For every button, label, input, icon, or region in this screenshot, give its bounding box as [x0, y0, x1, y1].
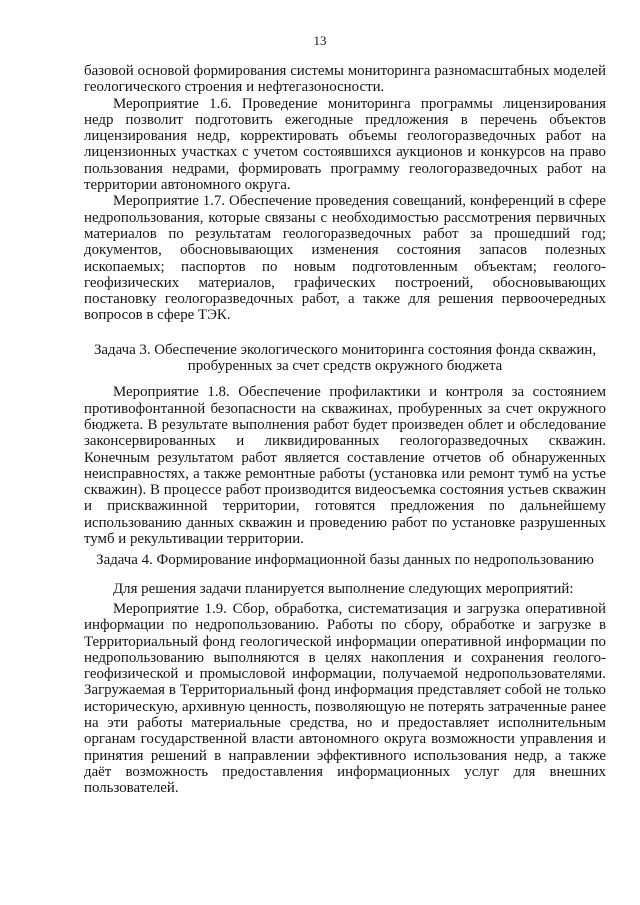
task-4-heading: Задача 4. Формирование информационной базы данных по недропользованию: [96, 552, 594, 569]
paragraph-measure-1-7: Мероприятие 1.7. Обеспечение проведения совещаний, конференций в сфере недропользования, которые связаны с необходимостью рассмотрения первичных материалов по результатам геологоразведочных работ за прошедший год; документов, обосновывающих изменения состояния запасов полезных ископаемых; паспортов по новым подготовленным объектам; геолого-геофизических материалов, графических построений, обосновывающих постановку геологоразведочных работ, а также для решения первоочередных вопросов в сфере ТЭК.: [84, 193, 606, 324]
page-number: 13: [313, 33, 327, 48]
paragraph-measure-1-9: Мероприятие 1.9. Сбор, обработка, систематизация и загрузка оперативной информации по недропользованию. Работы по сбору, обработке и загрузке в Территориальный фонд геологической информации оперативной информации по недропользованию выполняются в целях накопления и сохранения геолого-геофизической и промысловой информации, получаемой недропользователями. Загружаемая в Территориальный фонд информация представляет собой не только историческую, архивную ценность, позволяющую не потерять затраченные ранее на эти работы материальные средства, но и предоставляет исполнительным органам государственной власти автономного округа возможности управления и принятия решений в направлении эффективного использования недр, а также даёт возможность предоставления информационных услуг для внешних пользователей.: [84, 600, 606, 797]
document-body: [84, 63, 606, 796]
paragraph-task-4-intro: Для решения задачи планируется выполнение следующих мероприятий:: [113, 580, 574, 597]
paragraph-measure-1-8: Мероприятие 1.8. Обеспечение профилактики и контроля за состоянием противофонтанной безопасности на скважинах, пробуренных за счет окружного бюджета. В результате выполнения работ будет произведен облет и обследование законсервированных и ликвидированных геологоразведочных скважин. Конечным результатом работ является составление отчетов об обнаруженных неисправностях, а также ремонтные работы (установка или ремонт тумб на устье скважин). В процессе работ производится видеосъемка состояния устьев скважин и прискважинной территории, готовятся предложения по дальнейшему использованию данных скважин и проведению работ по установке разрушенных тумб и рекультивации территории.: [84, 384, 606, 548]
paragraph-measure-1-6: Мероприятие 1.6. Проведение мониторинга программы лицензирования недр позволит подготовить ежегодные предложения в перечень объектов лицензирования недр, корректировать объемы геологоразведочных работ на лицензионных участках с учетом состоявшихся аукционов и конкурсов на право пользования недрами, формировать программу геологоразведочных работ на территории автономного округа.: [84, 95, 606, 194]
task-3-heading: Задача 3. Обеспечение экологического мониторинга состояния фонда скважин, пробуренных за счет средств окружного бюджета: [93, 341, 597, 375]
paragraph-continuation: базовой основой формирования системы мониторинга разномасштабных моделей геологического строения и нефтегазоносности.: [84, 63, 606, 96]
